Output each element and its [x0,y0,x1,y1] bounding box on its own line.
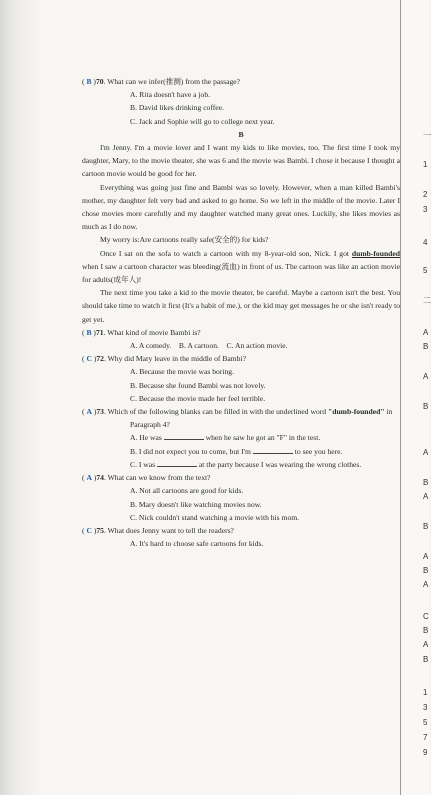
question-73: ( A )73. Which of the following blanks can be filled in with the underlined word "dumb-founded" in Paragraph 4? A. He was when he saw he got an "F" in the test. B. I did not expect you to come, but I'm to see you here. C. I was at the party because I was wearing the wrong clothes. [82,407,393,469]
margin-label: 3 [423,205,428,214]
fill-blank [164,431,204,440]
passage [82,141,400,326]
margin-label: 二 [423,296,431,305]
answer-73: A [86,407,92,417]
option: A. Not all cartoons are good for kids. [130,486,244,496]
margin-label: B [423,522,429,531]
answer-72: C [86,354,92,364]
question-71: ( B )71. What kind of movie Bambi is? A. A comedy. B. A cartoon. C. An action movie. [82,327,288,351]
option: B. Because she found Bambi was not lovely. [130,380,266,390]
paragraph-1: I'm Jenny. I'm a movie lover and I want my kids to like movies, too. The first time I took my daughter, Mary, to the movie theater, she was 6 and the movie was Bambi. I chose it because I thought a cartoon movie would be good for her. [82,143,400,179]
margin-label: B [423,342,429,351]
margin-label: 5 [423,718,428,727]
underlined-word: dumb-founded [351,248,400,258]
margin-label: C [423,612,429,621]
section-heading: B [238,129,244,139]
paragraph-2: Everything was going just fine and Bambi was so lovely. However, when a man killed Bambi's mother, my daughter felt very bad and asked to go home. So we left in the middle of the movie. Later I chose movies more carefully and my daughter watched many great ones. Luckily, she likes movies as much as I do now. [82,182,400,232]
option: A. It's hard to choose safe cartoons for kids. [130,539,264,549]
option: C. Nick couldn't stand watching a movie with his mom. [130,512,300,522]
fill-blank [157,458,197,467]
margin-label: 4 [423,238,428,247]
paragraph-5: The next time you take a kid to the movie theater, be careful. Maybe a cartoon isn't the best. You should take time to watch it first (It's a habit of me.), or the kid may get messages he or she isn't ready to get yet. [82,288,400,324]
margin-label: B [423,566,429,575]
margin-label: A [423,640,429,649]
answer-74: A [86,473,92,483]
margin-label: B [423,655,429,664]
option: C. Jack and Sophie will go to college next year. [130,116,275,126]
margin-label: 7 [423,733,428,742]
adjacent-page-margin [400,0,430,795]
margin-label: 5 [423,266,428,275]
margin-label: A [423,552,429,561]
margin-label: A [423,492,429,501]
margin-label: B [423,478,429,487]
fill-blank [253,445,293,454]
answer-70: B [86,77,92,86]
option: B. Mary doesn't like watching movies now. [130,499,262,509]
margin-label: 2 [423,190,428,199]
paragraph-4: Once I sat on the sofa to watch a cartoon with my 8-year-old son, Nick. I got dumb-founded when I saw a cartoon character was bleeding(流血) in front of us. The cartoon was like an action movie for adults(成年人)! [82,248,400,285]
margin-label: 1 [423,160,428,169]
paragraph-3: My worry is:Are cartoons really safe(安全的) for kids? [100,235,269,245]
margin-label: A [423,448,429,457]
margin-label: A [423,372,429,381]
question-75: ( C )75. What does Jenny want to tell the readers? A. It's hard to choose safe cartoons for kids. [82,524,400,550]
question-74: ( A )74. What can we know from the text? A. Not all cartoons are good for kids. B. Mary doesn't like watching movies now. C. Nick couldn't stand watching a movie with his mom. [82,471,400,524]
question-70: ( B )70. What can we infer(推测) from the passage? A. Rita doesn't have a job. B. David likes drinking coffee. C. Jack and Sophie will go to college next year. [82,75,400,128]
option: A. Rita doesn't have a job. [130,90,211,100]
question-72: ( C )72. Why did Mary leave in the middle of Bambi? A. Because the movie was boring. B. Because she found Bambi was not lovely. C. Because the movie made her feel terrible. [82,352,400,405]
option: C. Because the movie made her feel terrible. [130,393,266,403]
option: B. David likes drinking coffee. [130,103,224,113]
margin-label: 1 [423,688,428,697]
margin-label: 一 [423,131,431,140]
option: A. Because the movie was boring. [130,367,234,377]
margin-label: 3 [423,703,428,712]
answer-71: B [86,327,92,337]
margin-label: B [423,626,429,635]
margin-label: 9 [423,748,428,757]
margin-label: A [423,328,429,337]
answer-75: C [86,525,92,535]
margin-label: B [423,402,429,411]
margin-label: A [423,580,429,589]
question-content [82,75,400,550]
question-70-stem: What can we infer(推测) from the passage? [107,77,241,86]
